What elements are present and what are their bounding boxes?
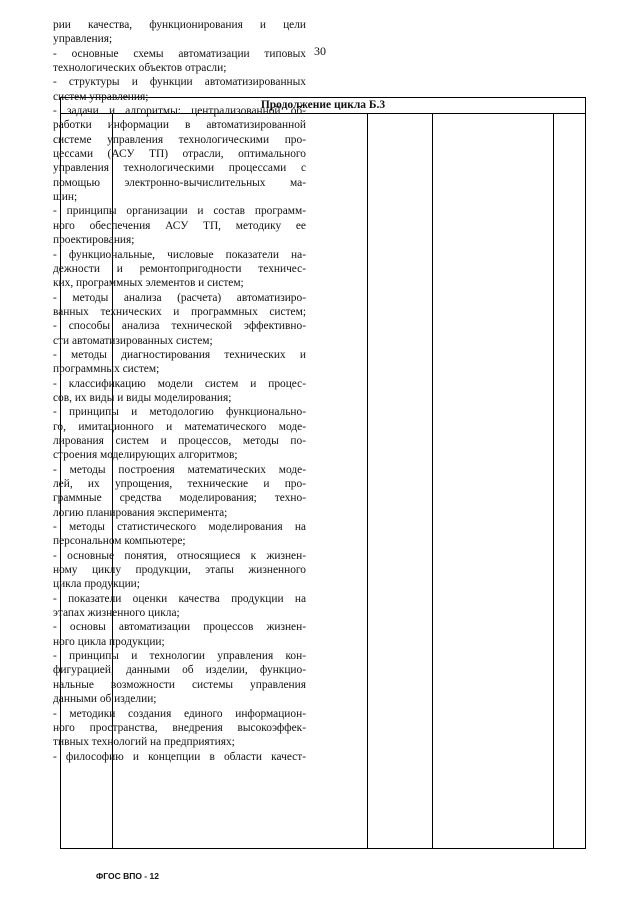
content-line: - функциональные, числовые показатели на-: [53, 248, 306, 261]
content-line: - классификацию модели систем и процес-: [53, 377, 306, 390]
content-line: - показатели оценки качества продукции на: [53, 592, 306, 605]
content-line: ванных технических и программных систем;: [53, 305, 306, 318]
column-divider: [553, 114, 554, 848]
content-line: ного пространства, внедрения высокоэффек-: [53, 721, 306, 734]
content-line: го, имитационного и математического моде-: [53, 420, 306, 433]
content-line: - философию и концепции в области качест-: [53, 750, 306, 763]
content-line: строения моделирующих алгоритмов;: [53, 449, 238, 462]
content-line: - принципы организации и состав программ-: [53, 205, 306, 218]
content-line: системе управления технологическими про-: [53, 133, 306, 146]
content-line: - основные схемы автоматизации типовых: [53, 47, 306, 60]
content-line: нальные возможности системы управления: [53, 678, 306, 691]
content-line: управления технологическими процессами с: [53, 162, 306, 175]
content-line: - методы построения математических моде-: [53, 463, 306, 476]
content-line: - методы анализа (расчета) автоматизиро-: [53, 291, 306, 304]
content-line: этапах жизненного цикла;: [53, 607, 180, 620]
content-line: сти автоматизированных систем;: [53, 334, 213, 347]
content-line: ного обеспечения АСУ ТП, методику ее: [53, 219, 306, 232]
content-line: лей, их упрощения, технические и про-: [53, 478, 306, 490]
content-line: - основные понятия, относящиеся к жизнен-: [53, 549, 306, 562]
content-line: ких, программных элементов и систем;: [53, 277, 244, 290]
content-line: - методы диагностирования технических и: [53, 348, 306, 361]
discipline-content: [53, 18, 306, 764]
footer-label: ФГОС ВПО - 12: [96, 871, 159, 881]
page-number: 30: [314, 44, 326, 58]
content-line: логию планирования эксперимента;: [53, 506, 228, 519]
content-line: работки информации в автоматизированной: [53, 119, 306, 132]
content-line: технологических объектов отрасли;: [53, 62, 227, 75]
content-line: дежности и ремонтопригодности техничес-: [53, 262, 306, 275]
content-line: рии качества, функционирования и цели: [53, 19, 306, 31]
content-line: персональном компьютере;: [53, 535, 186, 548]
content-line: - основы автоматизации процессов жизнен-: [53, 621, 306, 634]
content-line: - способы анализа технической эффективно-: [53, 320, 306, 333]
content-line: управления;: [53, 33, 113, 46]
content-line: тивных технологий на предприятиях;: [53, 736, 235, 749]
content-line: - методики создания единого информацион-: [53, 707, 306, 720]
content-line: фигурацией, данными об изделии, функцио-: [53, 664, 306, 677]
content-line: - методы статистического моделирования на: [53, 521, 306, 534]
content-line: ному циклу продукции, этапы жизненного: [53, 564, 306, 577]
content-line: шин;: [53, 191, 78, 204]
content-line: - структуры и функции автоматизированных: [53, 76, 306, 89]
column-divider: [432, 114, 433, 848]
content-line: сов, их виды и виды моделирования;: [53, 391, 232, 404]
content-line: цессами (АСУ ТП) отрасли, оптимального: [53, 148, 306, 161]
content-line: программных систем;: [53, 363, 160, 376]
content-line: цикла продукции;: [53, 578, 140, 591]
content-line: граммные средства моделирования; техно-: [53, 492, 306, 505]
content-line: - задачи и алгоритмы: централизованной об-: [53, 105, 306, 118]
content-line: - принципы и технологии управления кон-: [53, 650, 306, 663]
column-divider: [367, 114, 368, 848]
content-line: проектирования;: [53, 234, 135, 247]
content-line: - принципы и методологию функционально-: [53, 406, 306, 419]
content-line: данными об изделии;: [53, 693, 157, 706]
content-line: лирования систем и процессов, методы по-: [53, 434, 306, 447]
table-header: Продолжение цикла Б.3: [61, 98, 585, 114]
content-line: помощью электронно-вычислительных ма-: [53, 176, 306, 189]
content-line: ного цикла продукции;: [53, 635, 165, 648]
content-line: систем управления;: [53, 90, 149, 103]
